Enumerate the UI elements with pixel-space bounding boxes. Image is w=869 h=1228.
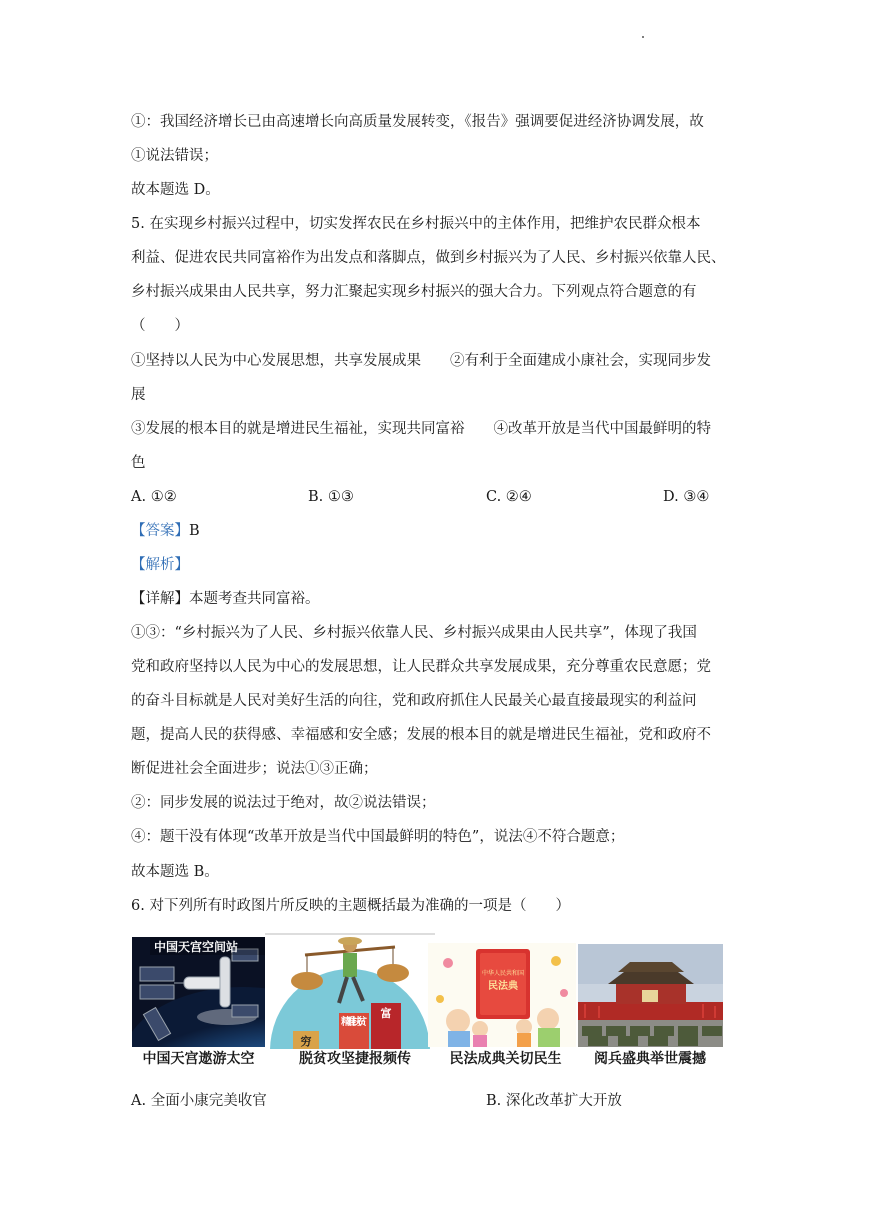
q5-option-c: C. ②④ [486, 489, 532, 505]
q5-option-d: D. ③④ [663, 489, 710, 505]
caption-civil-code: 民法成典关切民生 [449, 1051, 562, 1067]
book-title: 中华人民共和国 [481, 970, 525, 977]
q5-detail-line: 题，提高人民的获得感、幸福感和安全感；发展的根本目的就是增进民生福祉，党和政府不 [131, 727, 711, 743]
answer-tag: 【答案】 [131, 523, 189, 539]
q5-stem-line: 5. 在实现乡村振兴过程中，切实发挥农民在乡村振兴中的主体作用，把维护农民群众根本 [131, 216, 701, 232]
q6-stem: 6. 对下列所有时政图片所反映的主题概括最为准确的一项是（ ） [131, 898, 570, 914]
military-parade-image [578, 944, 723, 1047]
label-precise: 精准扶贫 [341, 1017, 367, 1028]
q5-answer [131, 521, 751, 541]
q5-statement: 展 [131, 387, 146, 403]
q5-detail-line: 的奋斗目标就是人民对美好生活的向往，党和政府抓住人民最关心最直接最现实的利益问 [131, 693, 697, 709]
page-mark [642, 36, 644, 38]
prev-analysis-line: ①：我国经济增长已由高速增长向高质量发展转变，《报告》强调要促进经济协调发展，故 [131, 114, 704, 130]
q5-detail-line: 【详解】本题考查共同富裕。 [131, 591, 320, 607]
q5-conclusion: 故本题选 B。 [131, 864, 219, 880]
space-station-image [132, 937, 265, 1047]
q5-detail-line: 断促进社会全面进步；说法①③正确； [131, 761, 378, 777]
q6-option-a: A. 全面小康完美收官 [131, 1093, 267, 1109]
q5-detail-line: ②：同步发展的说法过于绝对，故②说法错误； [131, 795, 436, 811]
analysis-tag: 【解析】 [131, 557, 189, 573]
caption-parade: 阅兵盛典举世震撼 [594, 1051, 706, 1067]
q5-option-a: A. ①② [131, 489, 177, 505]
q5-stem-line: 乡村振兴成果由人民共享，努力汇聚起实现乡村振兴的强大合力。下列观点符合题意的有 [131, 284, 697, 300]
prev-analysis-line: ①说法错误； [131, 148, 218, 164]
q5-statement: 色 [131, 455, 146, 471]
q5-option-b: B. ①③ [308, 489, 354, 505]
civil-code-cartoon-image [428, 943, 576, 1047]
space-station-overlay: 中国天宫空间站 [154, 940, 239, 954]
q6-option-b: B. 深化改革扩大开放 [486, 1093, 622, 1109]
q5-detail-line: 党和政府坚持以人民为中心的发展思想，让人民群众共享发展成果，充分尊重农民意愿；党 [131, 659, 711, 675]
q5-detail-line: ①③：“乡村振兴为了人民、乡村振兴依靠人民、乡村振兴成果由人民共享”，体现了我国 [131, 625, 697, 641]
book-subtitle: 民法典 [488, 981, 518, 992]
q5-statement: ①坚持以人民为中心发展思想，共享发展成果 ②有利于全面建成小康社会，实现同步发 [131, 353, 711, 369]
answer-value: B [189, 523, 200, 539]
label-poor: 穷 [300, 1035, 312, 1048]
caption-poverty: 脱贫攻坚捷报频传 [299, 1051, 411, 1067]
q5-stem-line: 利益、促进农民共同富裕作为出发点和落脚点，做到乡村振兴为了人民、乡村振兴依靠人民、 [131, 250, 726, 266]
q5-answer-blank: （ ） [131, 318, 189, 334]
caption-space-station: 中国天宫遨游太空 [142, 1051, 255, 1067]
prev-conclusion: 故本题选 D。 [131, 182, 220, 198]
label-rich: 富 [380, 1007, 392, 1020]
poverty-cartoon-image [265, 933, 435, 1049]
q5-statement: ③发展的根本目的就是增进民生福祉，实现共同富裕 ④改革开放是当代中国最鲜明的特 [131, 421, 711, 437]
q5-detail-line: ④：题干没有体现“改革开放是当代中国最鲜明的特色”，说法④不符合题意； [131, 829, 625, 845]
